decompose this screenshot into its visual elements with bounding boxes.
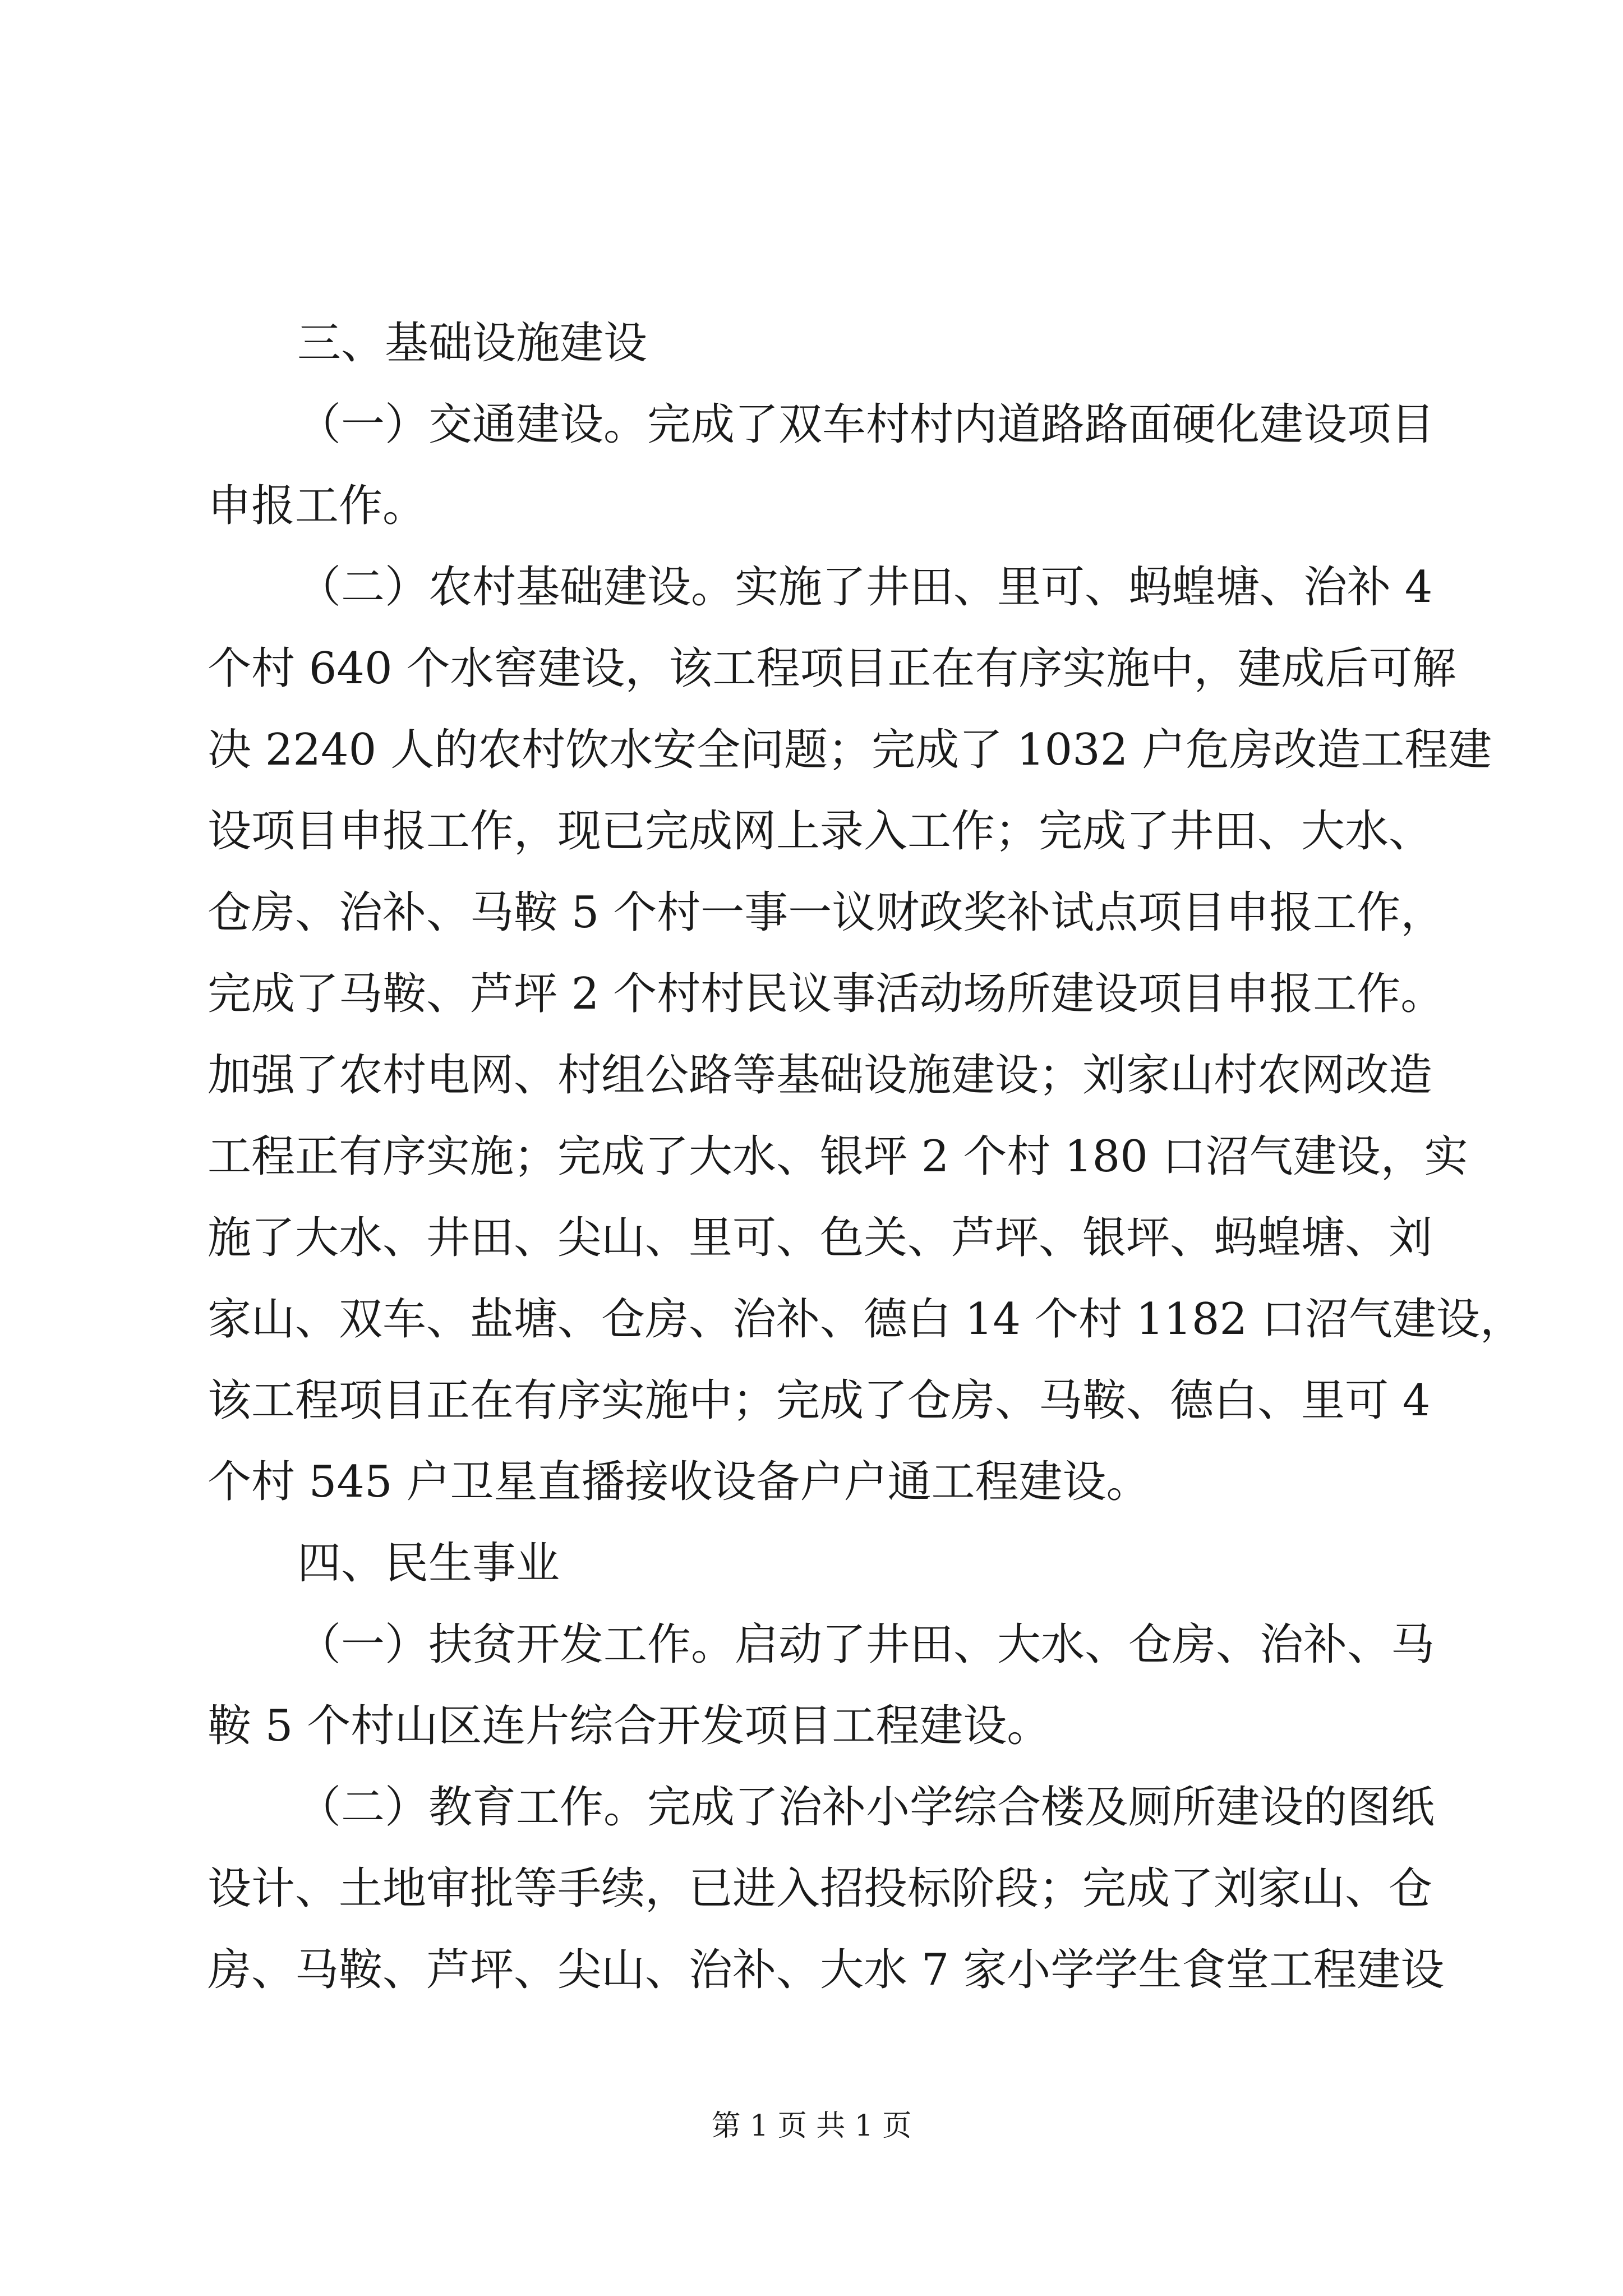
text-line: 申报工作。 — [208, 481, 427, 531]
document-body — [208, 303, 1524, 2011]
page-footer: 第 1 页 共 1 页 — [711, 2109, 912, 2143]
text-line: 工程正有序实施；完成了大水、银坪 2 个村 180 口沼气建设，实 — [208, 1131, 1468, 1182]
text-line: 设计、土地审批等手续，已进入招投标阶段；完成了刘家山、仓 — [208, 1864, 1433, 1914]
text-line: （二）农村基础建设。实施了井田、里可、蚂蝗塘、治补 4 — [297, 562, 1433, 613]
text-line: 鞍 5 个村山区连片综合开发项目工程建设。 — [208, 1701, 1051, 1751]
text-line: 加强了农村电网、村组公路等基础设施建设；刘家山村农网改造 — [208, 1050, 1433, 1101]
text-line: 房、马鞍、芦坪、尖山、治补、大水 7 家小学学生食堂工程建设 — [208, 1945, 1445, 1995]
text-line: 家山、双车、盐塘、仓房、治补、德白 14 个村 1182 口沼气建设， — [208, 1294, 1524, 1345]
text-line: 完成了马鞍、芦坪 2 个村村民议事活动场所建设项目申报工作。 — [208, 969, 1445, 1019]
text-line: 仓房、治补、马鞍 5 个村一事一议财政奖补试点项目申报工作， — [208, 887, 1445, 938]
text-line: 施了大水、井田、尖山、里可、色关、芦坪、银坪、蚂蝗塘、刘 — [208, 1213, 1433, 1263]
text-line: 四、民生事业 — [297, 1538, 560, 1589]
text-line: 个村 545 户卫星直播接收设备户户通工程建设。 — [208, 1457, 1150, 1507]
text-line: 决 2240 人的农村饮水安全问题；完成了 1032 户危房改造工程建 — [208, 725, 1492, 775]
text-line: 三、基础设施建设 — [297, 318, 648, 369]
text-line: 个村 640 个水窖建设，该工程项目正在有序实施中，建成后可解 — [208, 643, 1456, 694]
text-line: （一）交通建设。完成了双车村村内道路路面硬化建设项目 — [297, 399, 1435, 450]
text-line: 设项目申报工作，现已完成网上录入工作；完成了井田、大水、 — [208, 806, 1433, 857]
text-line: （二）教育工作。完成了治补小学综合楼及厕所建设的图纸 — [297, 1782, 1435, 1833]
text-line: （一）扶贫开发工作。启动了井田、大水、仓房、治补、马 — [297, 1619, 1435, 1670]
text-line: 该工程项目正在有序实施中；完成了仓房、马鞍、德白、里可 4 — [208, 1375, 1431, 1426]
